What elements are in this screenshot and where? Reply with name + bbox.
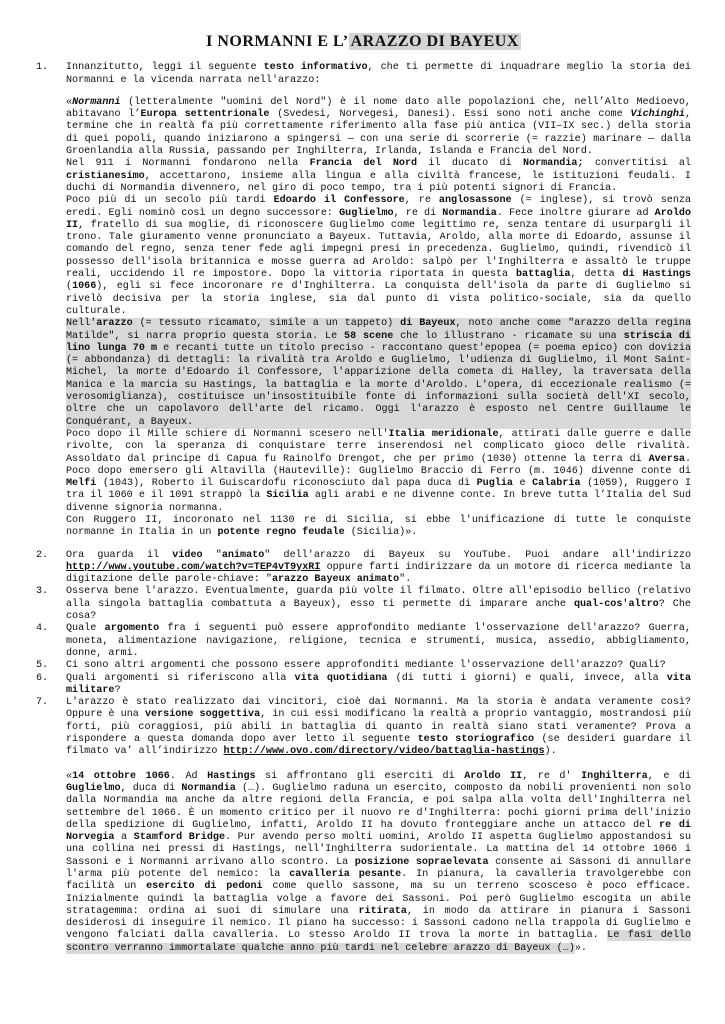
text-run: Con Ruggero II, incoronato nel 1130 re di Sicilia, si ebbe l'unificazione di tutte le conquiste normanne in Italia in un bbox=[66, 514, 691, 539]
text-bold: ritirata bbox=[358, 905, 407, 917]
text-bold: vita militare bbox=[66, 672, 692, 696]
text-bold: di Hastings bbox=[622, 269, 691, 281]
item-text bbox=[66, 550, 691, 587]
text-run: « bbox=[66, 770, 73, 782]
text-run: e recanti tutte un titolo preciso - raccontano quest'epopea (= poema epico) con dovizia (= abbondanza) di dettagli: la rivalità tra Aroldo e Guglielmo, l'udienza di Guglielmo, il Mont Saint-Michel, la morte d'Edoardo il Confessore, l'apparizione della cometa di Halley, la traversata della Manica e la marcia su Hastings, la battaglia e la morte d'Aroldo. L'opera, di eccezionale realismo (= verosomiglianza), costituisce un'insostituibile fonte di informazioni sulla società dell'XI secolo, oltre che un capolavoro dell'arte del ricamo. Oggi l'arazzo è esposto nel Centre Guillaume le Conquérant, a Bayeux. bbox=[66, 342, 691, 428]
text-run: convertitisi al bbox=[583, 158, 691, 170]
item-number: 3. bbox=[36, 586, 49, 598]
item-number: 2. bbox=[36, 549, 49, 561]
text-run: Poco dopo il Mille schiere di Normanni scesero nell' bbox=[66, 428, 389, 440]
text-run: , fratello di sua moglie, di riconoscere Guglielmo come legittimo re, senza tentare di usurpargli il trono. Tale giuramento venne pronunciato a Bayeux. Tuttavia, Aroldo, alla morte di Edoardo, assunse il comando del regno, senza tener fede agli impegni presi in precedenza. Guglielmo, quindi, rivendicò il possesso dell'isola britannica e mosse guerra ad Aroldo: salpò per l'Inghilterra e assaltò le truppe reali, uccidendo il re impostore. Dopo la vittoria riportata in questa bbox=[66, 219, 691, 281]
text-bold: Hastings bbox=[207, 770, 256, 782]
text-run: si affrontano gli eserciti di bbox=[255, 770, 465, 782]
text-run: Nel 911 i Normanni fondarono nella bbox=[66, 158, 310, 170]
text-bold: arazzo bbox=[96, 318, 133, 330]
text-bold: 14 ottobre 1066 bbox=[72, 770, 170, 782]
list-item-4 bbox=[36, 623, 691, 660]
page-title bbox=[36, 33, 691, 50]
text-bold: qual-cos'altro bbox=[573, 598, 659, 610]
text-bold: video bbox=[172, 549, 203, 561]
list-item-3 bbox=[36, 586, 691, 623]
highlighted-sentence: Le fasi dello scontro verranno immortalate qualche anno più tardi nel celebre arazzo di Bayeux (…) bbox=[66, 930, 692, 954]
item-number: 1. bbox=[36, 62, 49, 74]
text-run: (= inglese), si trovò senza eredi. Egli nominò così un degno successore: bbox=[66, 195, 691, 219]
historiographic-text-quote bbox=[66, 771, 691, 955]
text-run: , noto anche come "arazzo della regina Matilde", si narra proprio questa storia. Le bbox=[66, 318, 691, 342]
text-run: Poco più di un secolo più tardi bbox=[66, 195, 274, 207]
list-item-2 bbox=[36, 550, 691, 587]
text-bold: arazzo Bayeux animato bbox=[271, 574, 400, 586]
text-run: oppure farti indirizzare da un motore di ricerca mediante la digitazione delle parole-chiave: " bbox=[66, 561, 691, 586]
text-bold: Vichinghi bbox=[630, 109, 685, 121]
text-bold: esercito di pedoni bbox=[146, 881, 263, 893]
text-run: Osserva bene l'arazzo. Eventualmente, guarda più volte il filmato. Oltre all'episodio bellico (relativo alla singola battaglia combattuta a Bayeux), esso ti permette di imparare anche bbox=[66, 586, 691, 610]
text-run: (di tutti i giorni) e quali, invece, alla bbox=[387, 672, 667, 684]
text-run: . Fece inoltre giurare ad bbox=[496, 207, 655, 219]
item-number: 5. bbox=[36, 660, 49, 672]
item-text bbox=[66, 62, 691, 539]
text-bold: Sicilia bbox=[266, 490, 309, 502]
text-run: il ducato di bbox=[417, 158, 523, 170]
item-number: 6. bbox=[36, 672, 49, 684]
text-run: , in cui essi modificano la realtà a proprio vantaggio, mostrandosi più forti, più coraggiosi, più abili in battaglia di quanto in realtà siano stati veramente? Prova a rispondere a questa domanda dopo aver letto il seguente bbox=[66, 709, 691, 746]
text-bold: cavalleria pesante bbox=[289, 869, 402, 880]
text-bold: Aversa bbox=[648, 453, 685, 465]
text-run: , in modo da attirare in pianura i Sassoni desiderosi di inseguire il nemico. Il piano ha successo: i Sassoni cadono nella trappola di Guglielmo e vengono falciati dalla cavalleria. Lo stesso Aroldo II trova la morte in battaglia. bbox=[66, 905, 691, 942]
text-bold: Calabria bbox=[532, 478, 581, 490]
text-run: , detta bbox=[570, 269, 623, 281]
item-text bbox=[66, 697, 691, 758]
text-bold: Aroldo II bbox=[464, 770, 523, 782]
text-bold: Inghilterra bbox=[581, 770, 648, 782]
text-bold: di Bayeux bbox=[400, 318, 456, 330]
text-bold: Aroldo II bbox=[66, 207, 692, 231]
text-run: (…). Guglielmo raduna un esercito, composto da nobili provenienti non solo dalla Normandia ma anche da altre regioni della Francia, e poi salpa alla volta dell'Inghilterra nel settembre del 1066. È un momento critico per il nuovo re d'Inghilterra: pochi giorni prima dell'inizio della spedizione di Guglielmo, infatti, Aroldo II ha dovuto fronteggiare anche un attacco del bbox=[66, 782, 691, 831]
list-item-7 bbox=[36, 697, 691, 758]
item-text: Ci sono altri argomenti che possono essere approfonditi mediante l'osservazione dell'arazzo? Quali? bbox=[66, 660, 666, 672]
battle-video-link[interactable]: http://www.ovo.com/directory/video/battaglia-hastings bbox=[223, 746, 545, 758]
text-run: , e di bbox=[647, 770, 692, 782]
quote-paragraph-2 bbox=[66, 158, 691, 195]
text-bold: battaglia bbox=[515, 269, 571, 281]
text-run: , re d' bbox=[522, 770, 582, 782]
text-run: ». bbox=[574, 942, 587, 954]
quote-paragraph-4-highlighted bbox=[66, 318, 691, 429]
text-run: Ora guarda il bbox=[66, 549, 173, 561]
text-run: , che ti permette di inquadrare meglio la storia dei Normanni e la vicenda narrata nell'arazzo: bbox=[66, 62, 691, 86]
text-run: e bbox=[512, 478, 533, 490]
text-bold: 58 scene bbox=[344, 330, 394, 342]
text-bold: Italia meridionale bbox=[388, 428, 499, 440]
text-run: ? bbox=[114, 684, 121, 696]
text-run: , attirati dalle guerre e dalle rivolte, con la speranza di conquistare terre inserendosi nel complicato gioco delle rivalità. Assoldato dal principe di Capua fu Rainolfo Drengot, che per primo (1030) ottenne la terra di bbox=[66, 428, 692, 465]
item-text bbox=[66, 623, 691, 660]
text-run: " dell'arazzo di Bayeux su YouTube. Puoi andare all'indirizzo bbox=[264, 549, 691, 561]
text-bold: testo informativo bbox=[263, 62, 368, 74]
text-bold: argomento bbox=[104, 623, 160, 635]
text-run: Nell' bbox=[66, 318, 97, 330]
text-run: a bbox=[114, 832, 134, 844]
item-number: 4. bbox=[36, 623, 49, 635]
text-run: Innanzitutto, leggi il seguente bbox=[66, 62, 264, 74]
text-bold: Normandia bbox=[181, 782, 236, 794]
item-text bbox=[66, 673, 691, 698]
text-run: ". bbox=[399, 574, 412, 586]
text-run: Quali argomenti si riferiscono alla bbox=[66, 672, 295, 684]
text-bold: vita quotidiana bbox=[294, 672, 388, 684]
quote-paragraph-6 bbox=[66, 515, 691, 540]
text-run: , termine che in realtà fa più correttamente riferimento alla fase più antica (VII–IX sec.) della storia di quei popoli, quando iniziarono a spingersi — con una serie di scorrerie (= razzie) marinare — dalla Groenlandia alla Russia, passando per Inghilterra, Irlanda, Islanda e Francia del Nord. bbox=[66, 109, 692, 158]
text-bold: posizione sopraelevata bbox=[354, 856, 489, 868]
text-bold: potente regno feudale bbox=[217, 527, 345, 539]
text-run: come quello sassone, ma su un terreno scosceso è poco efficace. Inizialmente quindi la battaglia volge a favore dei Sassoni. Poi però Guglielmo escogita un abile stratagemma: ordina ai suoi di simulare una bbox=[66, 881, 692, 917]
text-run: agli arabi e ne divenne conte. In breve tutta l’Italia del Sud divenne signoria normanna. bbox=[66, 490, 691, 514]
text-bold: Normanni bbox=[72, 96, 121, 108]
text-run: Quale bbox=[66, 623, 105, 635]
text-run: . In pianura, la cavalleria travolgerebbe con facilità un bbox=[66, 869, 692, 893]
text-run: ), egli si fece incoronare re d'Inghilterra. La conquista dell'isola da parte di Guglielmo si rivelò decisiva per la storia inglese, sia dal punto di vista politico-sociale, sia da quello culturale. bbox=[66, 281, 691, 317]
youtube-video-link[interactable]: http://www.youtube.com/watch?v=TEP4vT9yxRI bbox=[66, 561, 321, 573]
text-bold: anglosassone bbox=[438, 195, 512, 207]
text-bold: striscia di lino lunga 70 m bbox=[66, 330, 691, 354]
text-run: , re bbox=[404, 195, 439, 207]
text-run: consente ai Sassoni di annullare l'arma più potente del nemico: la bbox=[66, 856, 692, 880]
title-plain: I NORMANNI E L’ bbox=[206, 33, 349, 50]
text-run: ? Che cosa? bbox=[66, 598, 691, 623]
text-bold: testo storiografico bbox=[417, 734, 535, 746]
text-run: (1043), Roberto il Guiscardofu riconosciuto dal papa duca di bbox=[96, 478, 477, 490]
text-bold: Melfi bbox=[66, 478, 97, 490]
text-run: . Poco dopo emersero gli Altavilla (Hauteville): Guglielmo Braccio di Ferro (m. 1046) divenne conte di bbox=[66, 453, 691, 477]
quote-paragraph-1 bbox=[66, 97, 691, 158]
list-item-6 bbox=[36, 673, 691, 698]
item-number: 7. bbox=[36, 697, 49, 709]
quote-paragraph-5 bbox=[66, 429, 691, 515]
text-run: ( bbox=[66, 281, 73, 293]
text-run: (letteralmente "uomini del Nord") è il nome dato alle popolazioni che, nell’Alto Medioevo, abitavano l’ bbox=[66, 96, 691, 121]
text-bold: 1066 bbox=[72, 281, 97, 293]
text-bold: cristianesimo bbox=[66, 170, 145, 182]
text-bold: Puglia bbox=[476, 478, 513, 490]
text-run: che lo illustrano - ricamate su una bbox=[393, 330, 624, 342]
text-run: (1059), Ruggero I tra il 1060 e il 1091 strappò la bbox=[66, 478, 692, 502]
text-bold: Europa settentrionale bbox=[140, 109, 270, 121]
text-run: ). bbox=[544, 746, 557, 758]
text-run: , duca di bbox=[120, 782, 182, 794]
text-bold: Edoardo il Confessore bbox=[273, 195, 405, 207]
text-run: . Pur avendo perso molti uomini, Aroldo II aspetta Guglielmo appostandosi su una collina nei pressi di Hastings, nell'Inghilterra sudorientale. La mattina del 14 ottobre 1066 i Sassoni e i Normanni arrivano allo scontro. La bbox=[66, 832, 692, 868]
text-bold: animato bbox=[221, 549, 265, 561]
text-bold: Normandia; bbox=[522, 158, 584, 170]
text-run: . Ad bbox=[169, 770, 208, 782]
text-bold: versione soggettiva bbox=[144, 709, 261, 721]
text-run: (Svedesi, Norvegesi, Danesi). Essi sono noti anche come bbox=[269, 109, 631, 121]
list-item-1 bbox=[36, 62, 691, 539]
text-bold: re di Norvegia bbox=[66, 819, 691, 844]
text-run: (Sicilia)». bbox=[344, 527, 418, 539]
text-run: (se desideri guardare il filmato va’ all’indirizzo bbox=[66, 734, 691, 758]
text-bold: Guglielmo bbox=[339, 207, 394, 219]
text-run: , re di bbox=[393, 207, 443, 219]
text-run: L'arazzo è stato realizzato dai vincitori, cioè dai Normanni. Ma la storia è andata veramente così? Oppure è una bbox=[66, 697, 691, 721]
informative-text-quote bbox=[66, 97, 691, 540]
text-bold: Stamford Bridge bbox=[133, 832, 226, 844]
title-highlight: ARAZZO DI BAYEUX bbox=[350, 33, 519, 50]
item-text bbox=[66, 586, 691, 623]
text-run: fra i seguenti può essere approfondito mediante l'osservazione dell'arazzo? Guerra, moneta, alimentazione navigazione, religione, tecnica e strumenti, musica, assedio, abbigliamento, donne, armi. bbox=[66, 623, 692, 659]
text-run: " bbox=[202, 549, 222, 561]
text-bold: Francia del Nord bbox=[309, 158, 418, 170]
text-run: , accettarono, insieme alla lingua e alla civiltà francese, le istituzioni feudali. I duchi di Normandia divennero, nel giro di poco tempo, tra i più potenti signori di Francia. bbox=[66, 170, 691, 194]
list-item-5 bbox=[36, 660, 691, 672]
text-run: (= tessuto ricamato, simile a un tappeto) bbox=[132, 318, 401, 330]
quote-paragraph-3 bbox=[66, 195, 691, 318]
text-bold: Normandia bbox=[442, 207, 497, 219]
text-run: « bbox=[66, 96, 73, 108]
text-bold: Guglielmo bbox=[66, 782, 121, 794]
